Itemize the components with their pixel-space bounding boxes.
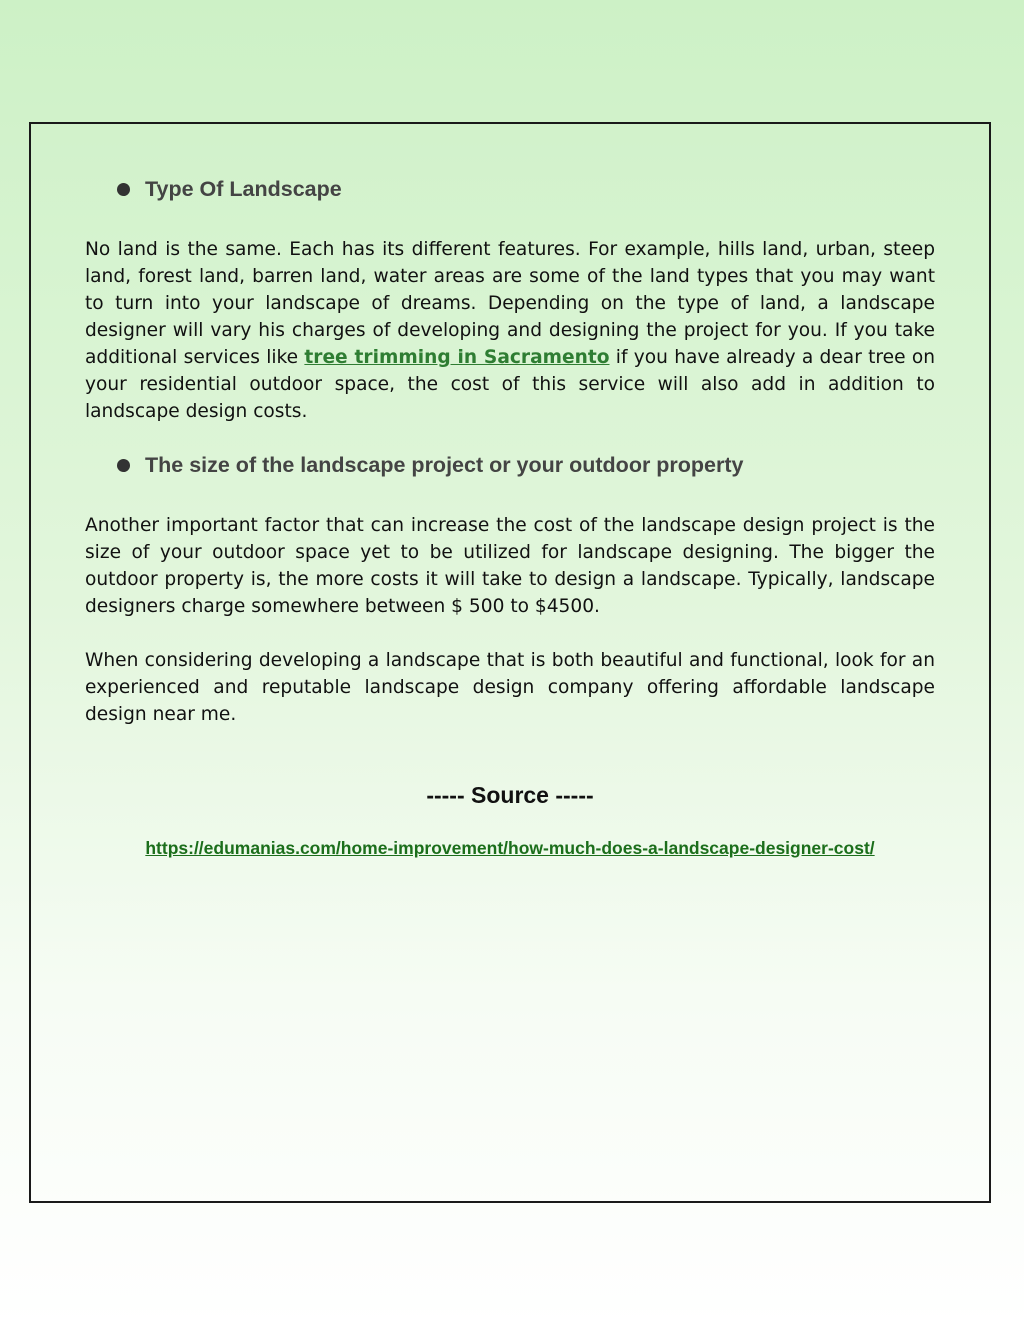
section-heading-text: Type Of Landscape <box>145 177 342 201</box>
paragraph-text: No land is the same. Each has its different features. For example, hills land, urban, steep land, forest land, barren land, water areas are some of the land types that you may want to turn into your landscape of dreams. Depending on the type of land, a landscape designer will vary his charges of developing and designing the project for you. If you take additional services like <box>85 239 935 368</box>
source-url-link[interactable]: https://edumanias.com/home-improvement/how-much-does-a-landscape-designer-cost/ <box>145 838 875 858</box>
section-heading-text: The size of the landscape project or your outdoor property <box>145 453 744 477</box>
bullet-icon <box>117 183 130 196</box>
closing-paragraph: When considering developing a landscape that is both beautiful and functional, look for an experienced and reputable landscape design company offering affordable landscape design near me. <box>85 650 935 725</box>
section-heading-type-of-landscape <box>85 177 342 202</box>
section-heading-landscape-size <box>85 453 744 478</box>
type-of-landscape-paragraph <box>85 236 935 425</box>
source-title: ----- Source ----- <box>426 782 594 808</box>
bullet-icon <box>117 459 130 472</box>
paragraph-text-continued: if you have already a dear tree on your residential outdoor space, the cost of this service will also add in addition to landscape design costs. <box>85 347 935 422</box>
tree-trimming-link[interactable]: tree trimming in Sacramento <box>304 347 610 368</box>
landscape-size-paragraph: Another important factor that can increase the cost of the landscape design project is the size of your outdoor space yet to be utilized for landscape designing. The bigger the outdoor property is, the more costs it will take to design a landscape. Typically, landscape designers charge somewhere between $ 500 to $4500. <box>85 515 935 617</box>
